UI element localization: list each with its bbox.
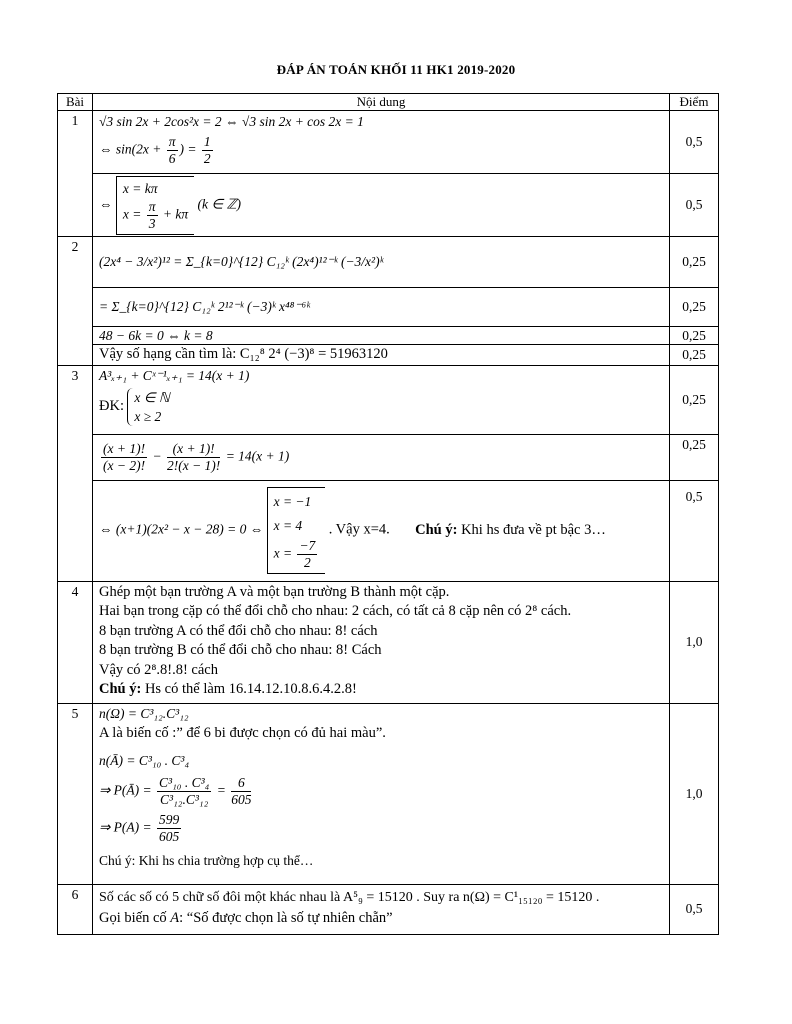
math-text: ) = [179, 141, 200, 157]
text-line: Số các số có 5 chữ số đôi một khác nhau là A⁵₉ = 15120 . Suy ra n(Ω) = C¹₁₅₁₂₀ = 15120 . [99, 889, 600, 905]
text-line [99, 680, 663, 700]
table-row [58, 884, 719, 934]
math-text: x = [273, 545, 296, 561]
math-text: ⇔ [99, 196, 116, 212]
note-text: Khi hs đưa về pt bậc 3… [457, 521, 606, 538]
header-bai: Bài [58, 94, 93, 111]
math-line [99, 812, 663, 845]
solution-item: x = −1 [273, 494, 312, 509]
score-cell: 0,25 [670, 288, 719, 327]
problem-number: 1 [58, 111, 93, 237]
solution-item [274, 538, 320, 571]
score-cell: 0,5 [670, 884, 719, 934]
table-row [58, 434, 719, 480]
content-cell [93, 703, 670, 884]
math-line: √3 sin 2x + 2cos²x = 2 ⇔ √3 sin 2x + cos 2x = 1 [99, 114, 364, 129]
table-row [58, 365, 719, 434]
solution-bracket [116, 176, 194, 235]
fraction [147, 199, 158, 232]
denominator: 2 [203, 151, 211, 166]
condition-brace [127, 388, 175, 426]
table-row [58, 237, 719, 288]
numerator: 1 [203, 134, 211, 149]
fraction [231, 775, 251, 808]
math-text: ⇒ P(A) = [99, 819, 156, 835]
note-text: Hs có thể làm 16.14.12.10.8.6.4.2.8! [141, 681, 357, 697]
math-text: = [213, 782, 230, 798]
denominator: 6 [168, 151, 176, 166]
numerator: −7 [299, 538, 316, 553]
table-row [58, 345, 719, 366]
math-line: 48 − 6k = 0 ⇔ k = 8 [99, 328, 213, 343]
fraction [167, 134, 178, 167]
problem-number: 2 [58, 237, 93, 366]
fraction [167, 441, 220, 474]
note-label: Chú ý: [415, 521, 458, 538]
math-text: (k ∈ ℤ) [197, 196, 242, 212]
content-cell [93, 327, 670, 345]
denominator: (x − 2)! [103, 457, 146, 473]
numerator: (x + 1)! [103, 440, 146, 456]
math-text: x = [122, 206, 145, 222]
text-line: 8 bạn trường B có thể đổi chỗ cho nhau: 8! Cách [99, 642, 382, 658]
denominator: 3 [148, 215, 156, 231]
table-row [58, 703, 719, 884]
event-name: A [170, 910, 180, 926]
math-text: ⇔ (x+1)(2x² − x − 28) = 0 ⇔ [99, 521, 264, 537]
fraction [202, 134, 213, 167]
denominator: 2 [304, 555, 311, 570]
header-diem: Điểm [670, 94, 719, 111]
condition-label: ĐK: [99, 397, 124, 414]
score-cell: 1,0 [670, 581, 719, 703]
fraction [297, 538, 317, 571]
text-line [99, 909, 663, 929]
content-cell [93, 237, 670, 288]
condition-item: x ≥ 2 [134, 408, 162, 424]
denominator: C³₁₂.C³₁₂ [160, 792, 209, 807]
math-line [99, 775, 663, 808]
condition-item: x ∈ ℕ [134, 389, 170, 405]
math-line: A³ₓ₊₁ + Cˣ⁻¹ₓ₊₁ = 14(x + 1) [99, 367, 250, 383]
text: Gọi biến cố [99, 910, 171, 926]
note-text: Chú ý: Khi hs chia trường hợp cụ thể… [99, 853, 314, 868]
content-cell [93, 434, 670, 480]
text-line: Vậy có 2⁸.8!.8! cách [99, 661, 218, 678]
math-line: n(Ā) = C³₁₀ . C³₄ [99, 753, 190, 768]
content-cell [93, 288, 670, 327]
denominator: 605 [159, 829, 180, 844]
problem-number: 5 [58, 703, 93, 884]
table-row [58, 581, 719, 703]
text-line: Ghép một bạn trường A và một bạn trường B thành một cặp. [99, 583, 450, 600]
score-cell: 1,0 [670, 703, 719, 884]
denominator: 605 [231, 792, 252, 807]
content-cell [93, 365, 670, 434]
text-line: Vậy số hạng cần tìm là: C₁₂⁸ 2⁴ (−3)⁸ = 51963120 [99, 346, 388, 362]
content-cell [93, 884, 670, 934]
text-line: A là biến cố :” để 6 bi được chọn có đủ hai màu”. [99, 724, 386, 741]
math-text: − [149, 448, 165, 464]
answer-table [57, 93, 719, 935]
denominator: 2!(x − 1)! [166, 457, 221, 473]
table-row [58, 327, 719, 345]
math-text: = 14(x + 1) [222, 448, 290, 464]
page-title: ĐÁP ÁN TOÁN KHỐI 11 HK1 2019-2020 [276, 62, 516, 77]
numerator: C³₁₀ . C³₄ [159, 775, 210, 790]
fraction [101, 441, 147, 474]
score-cell: 0,25 [670, 434, 719, 480]
score-cell: 0,25 [670, 237, 719, 288]
content-cell [93, 345, 670, 366]
text-line: Hai bạn trong cặp có thể đổi chỗ cho nhau: 2 cách, có tất cả 8 cặp nên có 2⁸ cách. [99, 603, 572, 619]
text: : “Số được chọn là số tự nhiên chẵn” [179, 910, 393, 926]
numerator: (x + 1)! [167, 441, 220, 458]
score-cell: 0,25 [670, 345, 719, 366]
problem-number: 6 [58, 884, 93, 934]
numerator: π [168, 134, 176, 149]
header-noidung: Nội dung [93, 94, 670, 111]
math-text: ⇒ P(Ā) = [99, 782, 156, 798]
math-line: x = kπ [122, 180, 158, 196]
content-cell [93, 111, 670, 174]
fraction [157, 812, 181, 845]
score-cell: 0,5 [670, 174, 719, 237]
score-cell: 0,25 [670, 365, 719, 434]
content-cell [93, 480, 670, 581]
problem-number: 3 [58, 365, 93, 581]
table-row [58, 111, 719, 174]
math-line: = Σ_{k=0}^{12} C₁₂ᵏ 2¹²⁻ᵏ (−3)ᵏ x⁴⁸⁻⁶ᵏ [99, 299, 310, 314]
content-cell [93, 174, 670, 237]
note-label: Chú ý: [99, 681, 142, 697]
numerator: π [148, 198, 156, 214]
math-line: (2x⁴ − 3/x²)¹² = Σ_{k=0}^{12} C₁₂ᵏ (2x⁴)¹²⁻ᵏ (−3/x²)ᵏ [99, 254, 384, 269]
text: . Vậy x=4. [328, 521, 390, 538]
math-line: n(Ω) = C³₁₂.C³₁₂ [99, 705, 189, 721]
math-text: + kπ [159, 206, 189, 222]
fraction [157, 775, 211, 808]
table-row [58, 174, 719, 237]
numerator: 599 [159, 812, 180, 827]
condition-line [99, 388, 663, 426]
score-cell: 0,5 [670, 480, 719, 581]
text-line: 8 bạn trường A có thể đổi chỗ cho nhau: 8! cách [99, 622, 378, 639]
score-cell: 0,5 [670, 111, 719, 174]
header-row [58, 94, 719, 111]
math-text: ⇔ sin(2x + [99, 141, 165, 157]
solution-item: x = 4 [273, 518, 303, 533]
math-line [99, 134, 663, 167]
content-cell [93, 581, 670, 703]
table-row [58, 288, 719, 327]
numerator: 6 [231, 775, 251, 792]
math-line [123, 199, 188, 232]
score-cell: 0,25 [670, 327, 719, 345]
table-row [58, 480, 719, 581]
problem-number: 4 [58, 581, 93, 703]
solution-bracket [267, 487, 326, 574]
